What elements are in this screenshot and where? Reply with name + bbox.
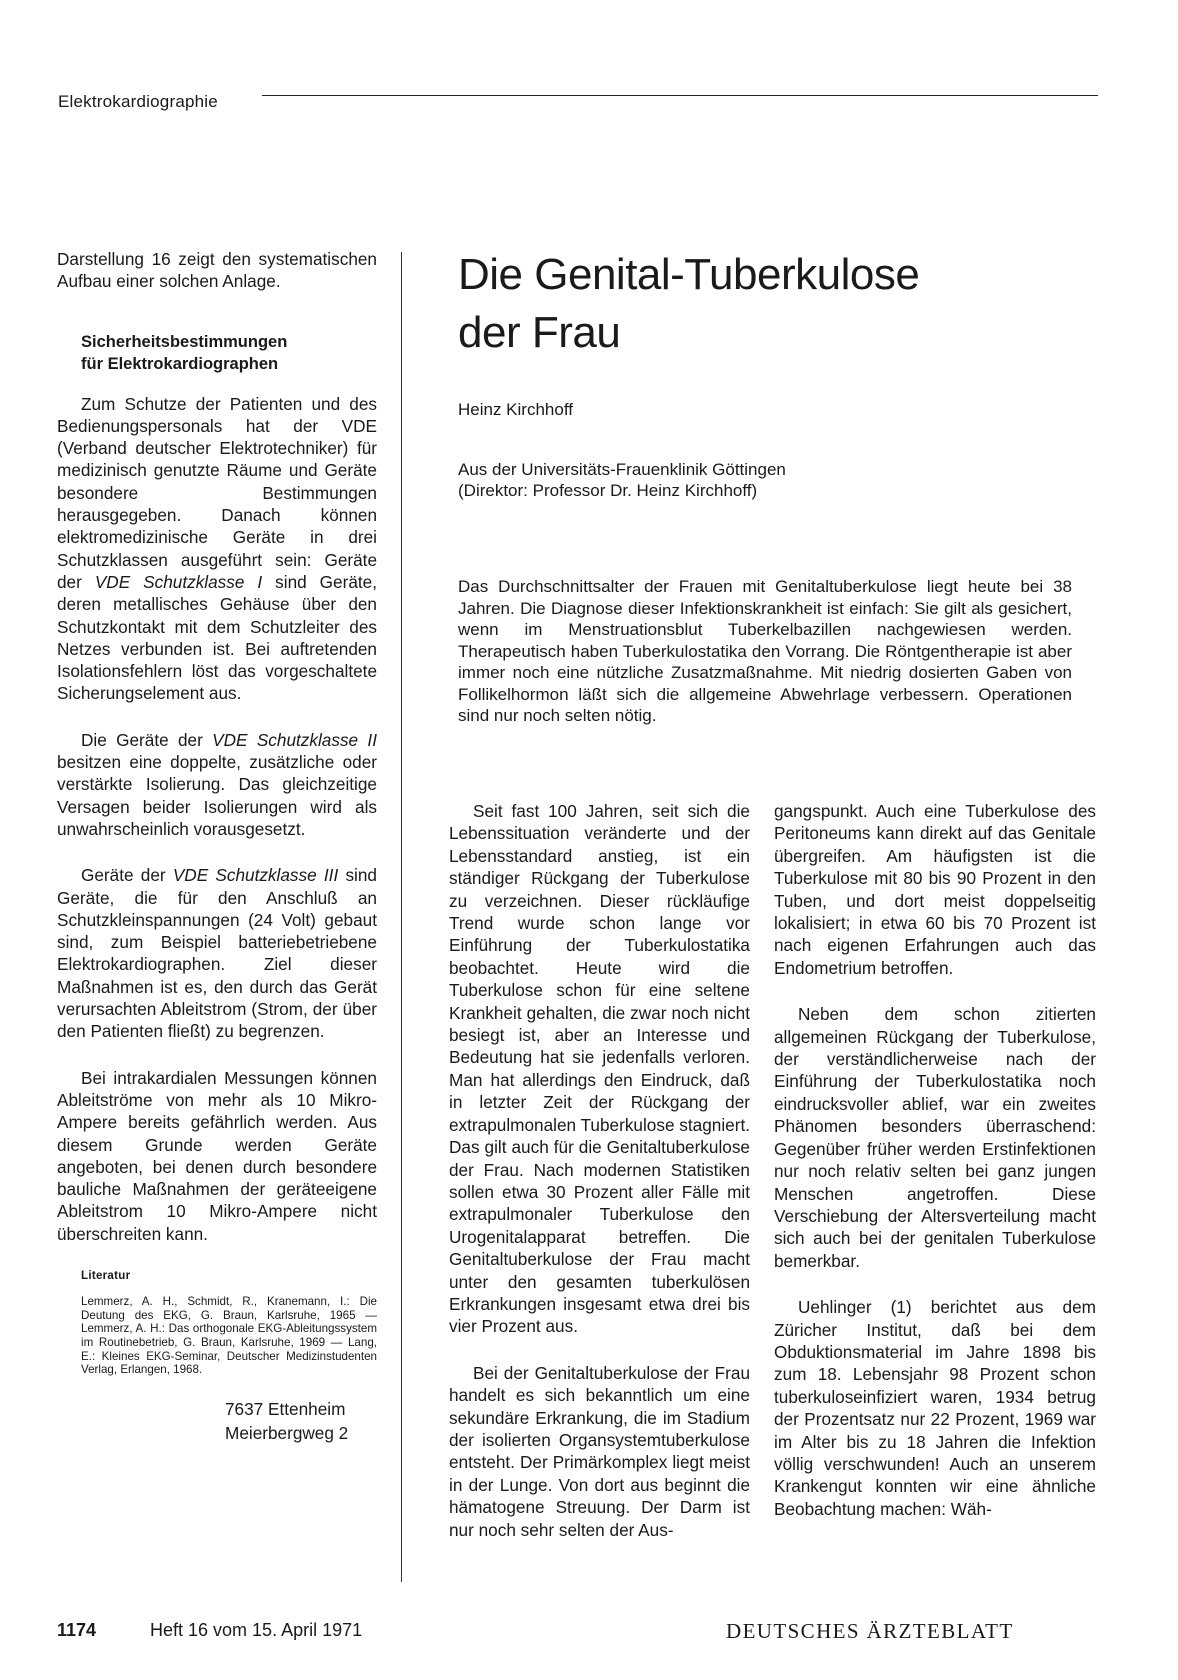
section-heading [81,331,377,375]
journal-name: DEUTSCHES ÄRZTEBLATT [726,1619,1014,1643]
issue-info: Heft 16 vom 15. April 1971 [150,1620,363,1640]
body-paragraph: Bei der Genitaltuberkulose der Frau handelt es sich bekanntlich um eine sekundäre Erkrankung, die im Stadium der isolierten Organsystemtuberkulose entsteht. Der Primärkomplex liegt meist in der Lunge. Von dort aus beginnt die hämatogene Streuung. Der Darm ist nur noch sehr selten der Aus- [449,1362,750,1540]
page-number: 1174 [57,1620,97,1640]
emphasis: VDE Schutzklasse II [212,729,377,750]
article-title [458,246,919,362]
body-column-1 [449,800,750,1541]
article-abstract: Das Durchschnittsalter der Frauen mit Genitaltuberkulose liegt heute bei 38 Jahren. Die Diagnose dieser Infektionskrankheit ist einfach: Sie gilt als gesichert, wenn im Menstruationsblut Tuberkelbazillen nachgewiesen werden. Therapeutisch haben Tuberkulostatika den Vorrang. Die Röntgentherapie ist aber immer noch eine nützliche Zusatzmaßnahme. Mit niedrig dosierten Gaben von Follikelhormon läßt sich die allgemeine Abwehrlage verbessern. Operationen sind nur noch selten nötig. [458,577,1072,725]
text-run: besitzen eine doppelte, zusätzliche oder verstärkte Isolierung. Das gleichzeitige Versagen beider Isolierungen wird als unwahrscheinlich vorausgesetzt. [57,752,377,839]
affiliation-line2: (Direktor: Professor Dr. Heinz Kirchhoff) [458,481,758,500]
title-line2: der Frau [458,308,621,357]
body-paragraph: Seit fast 100 Jahren, seit sich die Lebenssituation veränderte und der Lebensstandard anstieg, ist ein ständiger Rückgang der Tuberkulose zu verzeichnen. Dieser rückläufige Trend wurde schon lange vor Einführung der Tuberkulostatika beobachtet. Heute wird die Tuberkulose schon für eine seltene Krankheit gehalten, die zwar noch nicht besiegt ist, aber an Interesse und Bedeutung hat sie jedenfalls verloren. Man hat allerdings den Eindruck, daß in letzter Zeit der Rückgang der extrapulmonalen Tuberkulose stagniert. Das gilt auch für die Genitaltuberkulose der Frau. Nach modernen Statistiken sollen etwa 30 Prozent aller Fälle mit extrapulmonaler Tuberkulose den Urogenitalapparat betreffen. Die Genitaltuberkulose der Frau macht unter den gesamten tuberkulösen Erkrankungen insgesamt etwa drei bis vier Prozent aus. [449,801,750,1337]
affiliation-line1: Aus der Universitäts-Frauenklinik Göttingen [458,460,786,479]
intro-paragraph: Darstellung 16 zeigt den systematischen Aufbau einer solchen Anlage. [57,249,377,292]
address-line2: Meierbergweg 2 [225,1422,349,1443]
title-line1: Die Genital-Tuberkulose [458,250,920,299]
paragraph-intrakardial: Bei intrakardialen Messungen können Ableitströme von mehr als 10 Mikro-Ampere bereits gefährlich werden. Aus diesem Grunde werden Geräte angeboten, bei denen durch besondere bauliche Maßnahmen der geräteeigene Ableitstrom 10 Mikro-Ampere nicht überschreiten kann. [57,1067,377,1244]
paragraph-schutzklasse-1 [57,393,377,705]
address-line1: 7637 Ettenheim [225,1398,346,1419]
section-heading-line2: für Elektrokardiographen [81,354,279,373]
author-address [225,1397,377,1445]
body-paragraph: Neben dem schon zitierten allgemeinen Rückgang der Tuberkulose, der verständlicherweise nach der Einführung der Tuberkulostatika noch eindrucksvoller ablief, war ein zweites Phänomen besonders überraschend: Gegenüber früher werden Erstinfektionen nur noch relativ selten bei ganz jungen Menschen angetroffen. Diese Verschiebung der Altersverteilung macht sich auch bei der genitalen Tuberkulose bemerkbar. [774,1004,1096,1271]
body-column-2 [774,800,1096,1520]
text-run: Zum Schutze der Patienten und des Bedienungspersonals hat der VDE (Verband deutscher Elektrotechniker) für medizinisch genutzte Räume und Geräte besondere Bestimmungen herausgegeben. Danach können elektromedizinische Geräte in drei Schutzklassen ausgeführt sein: Geräte der [57,393,377,592]
text-run: Die Geräte der [81,729,213,750]
article-affiliation [458,459,786,501]
emphasis: VDE Schutzklasse I [94,571,263,592]
article-author: Heinz Kirchhoff [458,400,573,419]
literature-heading: Literatur [81,1269,131,1282]
body-paragraph: Uehlinger (1) berichtet aus dem Züricher Institut, daß bei dem Obduktionsmaterial im Jahre 1898 bis zum 18. Lebensjahr 98 Prozent schon tuberkuloseinfiziert waren, 1934 betrug der Prozentsatz nur 22 Prozent, 1969 war im Alter bis zu 18 Jahren die Infektion völlig verschwunden! Auch an unserem Krankengut konnten wir eine ähnliche Beobachtung machen: Wäh- [774,1297,1096,1519]
running-head: Elektrokardiographie [58,92,218,111]
text-run: sind Geräte, die für den Anschluß an Schutzkleinspannungen (24 Volt) gebaut sind, zum Beispiel batteriebetriebene Elektrokardiographen. Ziel dieser Maßnahmen ist es, den durch das Gerät verursachten Ableitstrom (Strom, der über den Patienten fließt) zu begrenzen. [57,865,377,1042]
header-rule [262,95,1098,96]
text-run: sind Geräte, deren metallisches Gehäuse über den Schutzkontakt mit dem Schutzleiter des Netzes verbunden ist. Bei auftretenden Isolationsfehlern löst das vorgeschaltete Sicherungselement aus. [57,571,377,704]
section-heading-line1: Sicherheitsbestimmungen [81,332,288,351]
paragraph-schutzklasse-3 [57,864,377,1042]
emphasis: VDE Schutzklasse III [172,865,339,886]
paragraph-schutzklasse-2 [57,729,377,840]
left-column [57,248,377,1445]
text-run: Geräte der [81,865,173,886]
references: Lemmerz, A. H., Schmidt, R., Kranemann, I.: Die Deutung des EKG, G. Braun, Karlsruhe, 1965 — Lemmerz, A. H.: Das orthogonale EKG-Ableitungssystem im Routinebetrieb, G. Braun, Karlsruhe, 1969 — Lang, E.: Kleines EKG-Seminar, Deutscher Medizinstudenten Verlag, Erlangen, 1968. [81,1295,377,1377]
body-paragraph: gangspunkt. Auch eine Tuberkulose des Peritoneums kann direkt auf das Genitale übergreifen. Am häufigsten ist die Tuberkulose mit 80 bis 90 Prozent in den Tuben, und dort meist doppelseitig lokalisiert; in etwa 60 bis 70 Prozent ist nach eigenen Erfahrungen auch das Endometrium betroffen. [774,801,1096,978]
column-divider [401,252,402,1582]
